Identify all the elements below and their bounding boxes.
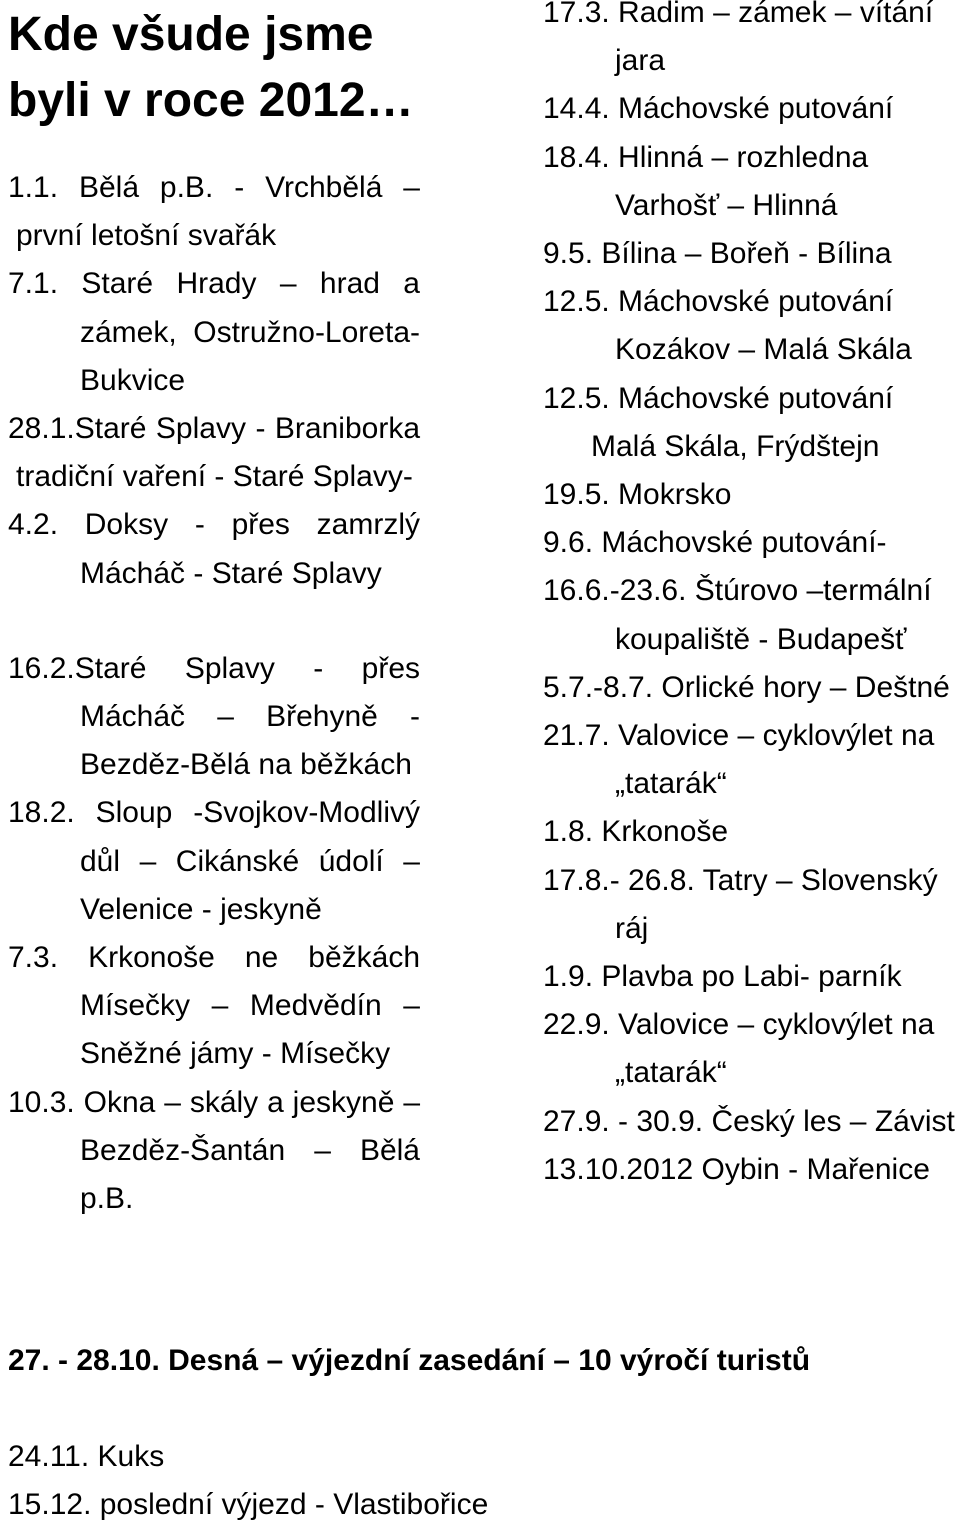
- page-title: Kde všude jsme byli v roce 2012…: [8, 8, 414, 127]
- list-item: 1.1. Bělá p.B. - Vrchbělá – první letošní svařák: [8, 171, 420, 253]
- list-item: 18.4. Hlinná – rozhledna Varhošť – Hlinná: [543, 140, 869, 222]
- list-item: 17.8.- 26.8. Tatry – Slovenský ráj: [543, 863, 938, 945]
- list-item: 19.5. Mokrsko: [543, 478, 732, 512]
- list-item: 12.5. Máchovské putování Kozákov – Malá Skála: [543, 285, 912, 367]
- list-item: 28.1.Staré Splavy - Braniborka tradiční vaření - Staré Splavy-: [8, 412, 420, 494]
- list-item: 13.10.2012 Oybin - Mařenice: [543, 1152, 930, 1186]
- list-item: 22.9. Valovice – cyklovýlet na „tatarák“: [543, 1008, 935, 1090]
- list-item: 24.11. Kuks: [8, 1440, 165, 1473]
- list-item: 4.2. Doksy - přes zamrzlý Mácháč - Staré Splavy: [8, 508, 420, 590]
- list-item: 10.3. Okna – skály a jeskyně – Bezděz-Šantán – Bělá p.B.: [8, 1085, 420, 1216]
- list-item: 9.5. Bílina – Bořeň - Bílina: [543, 237, 892, 271]
- list-item: 16.6.-23.6. Štúrovo –termální koupaliště - Budapešť: [543, 574, 932, 656]
- list-item: 7.3. Krkonoše ne běžkách Mísečky – Medvědín – Sněžné jámy - Mísečky: [8, 941, 420, 1071]
- list-item: 12.5. Máchovské putování Malá Skála, Frýdštejn: [543, 381, 894, 463]
- highlight-event: 27. - 28.10. Desná – výjezdní zasedání – 10 výročí turistů: [8, 1344, 811, 1377]
- left-trip-list: [8, 164, 420, 1223]
- list-item: 9.6. Máchovské putování-: [543, 526, 887, 560]
- list-item: 18.2. Sloup -Svojkov-Modlivý důl – Cikánské údolí – Velenice - jeskyně: [8, 796, 420, 926]
- list-item: 15.12. poslední výjezd - Vlastibořice: [8, 1488, 489, 1521]
- list-item: 21.7. Valovice – cyklovýlet na „tatarák“: [543, 719, 935, 801]
- list-item: 27.9. - 30.9. Český les – Závist: [543, 1104, 955, 1138]
- list-item: 7.1. Staré Hrady – hrad a zámek, Ostružno-Loreta-Bukvice: [8, 267, 420, 397]
- list-item: 5.7.-8.7. Orlické hory – Deštné: [543, 670, 950, 704]
- right-trip-list: [543, 0, 955, 1194]
- list-item: 14.4. Máchovské putování: [543, 92, 894, 126]
- list-item: 16.2.Staré Splavy - přes Mácháč – Břehyně - Bezděz-Bělá na běžkách: [8, 651, 420, 782]
- list-item: 17.3. Radim – zámek – vítání jara: [543, 0, 934, 78]
- list-item: 1.9. Plavba po Labi- parník: [543, 960, 902, 994]
- list-item: 1.8. Krkonoše: [543, 815, 729, 849]
